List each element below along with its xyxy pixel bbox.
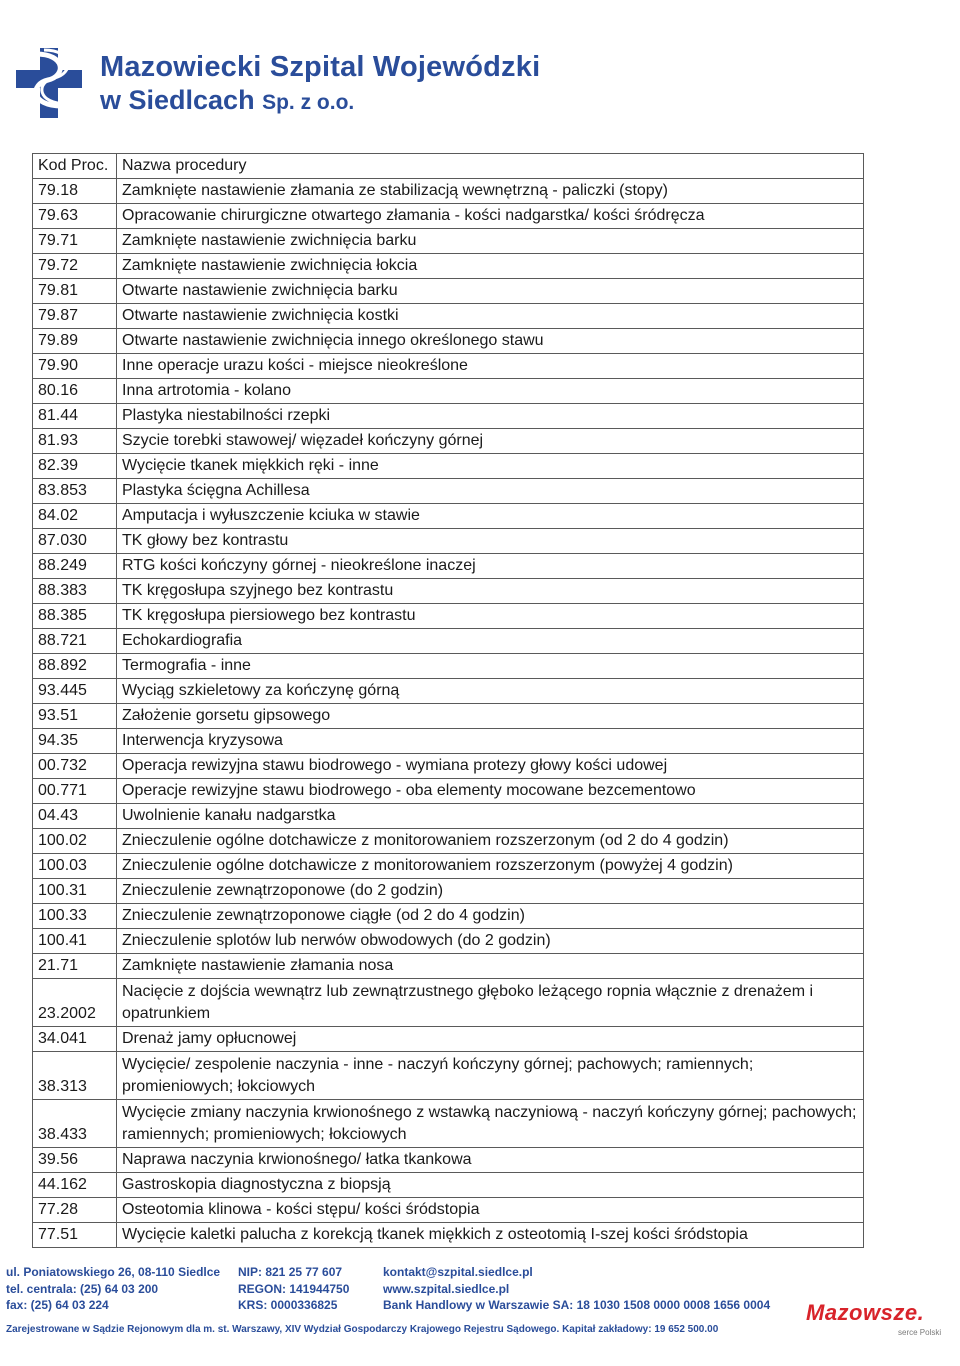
- procedure-code: 38.433: [33, 1100, 117, 1148]
- table-row: [33, 679, 864, 704]
- procedure-code: 82.39: [33, 454, 117, 479]
- table-row: [33, 704, 864, 729]
- procedure-name: Inne operacje urazu kości - miejsce nieokreślone: [117, 354, 864, 379]
- procedure-code: 80.16: [33, 379, 117, 404]
- procedure-name: Echokardiografia: [117, 629, 864, 654]
- procedure-name: Termografia - inne: [117, 654, 864, 679]
- table-row: [33, 629, 864, 654]
- fax-line: fax: (25) 64 03 224: [6, 1298, 109, 1312]
- table-row: [33, 1173, 864, 1198]
- address-block: [6, 1264, 220, 1314]
- table-row: [33, 779, 864, 804]
- table-row: [33, 729, 864, 754]
- nip-line: NIP: 821 25 77 607: [238, 1265, 343, 1279]
- procedure-name: Znieczulenie zewnątrzoponowe ciągłe (od 2 do 4 godzin): [117, 904, 864, 929]
- table-row: [33, 229, 864, 254]
- procedure-code: 87.030: [33, 529, 117, 554]
- registration-note: Zarejestrowane w Sądzie Rejonowym dla m. st. Warszawy, XIV Wydział Gospodarczy Krajowego Rejestru Sądowego. Kapitał zakładowy: 19 652 500.00: [6, 1324, 719, 1335]
- contact-block: [383, 1264, 770, 1314]
- procedure-name: Otwarte nastawienie zwichnięcia innego określonego stawu: [117, 329, 864, 354]
- table-row: [33, 354, 864, 379]
- table-row: [33, 579, 864, 604]
- procedure-name: Amputacja i wyłuszczenie kciuka w stawie: [117, 504, 864, 529]
- table-row: [33, 554, 864, 579]
- procedure-name: Otwarte nastawienie zwichnięcia barku: [117, 279, 864, 304]
- table-row: [33, 804, 864, 829]
- procedure-name: Zamknięte nastawienie złamania nosa: [117, 954, 864, 979]
- procedure-code: 88.383: [33, 579, 117, 604]
- procedure-code: 00.771: [33, 779, 117, 804]
- procedure-code: 88.892: [33, 654, 117, 679]
- table-row: [33, 329, 864, 354]
- procedure-name: Znieczulenie ogólne dotchawicze z monitorowaniem rozszerzonym (powyżej 4 godzin): [117, 854, 864, 879]
- procedure-code: 79.90: [33, 354, 117, 379]
- procedure-name: Plastyka niestabilności rzepki: [117, 404, 864, 429]
- hospital-logo-icon: [6, 40, 92, 126]
- procedure-name: Plastyka ścięgna Achillesa: [117, 479, 864, 504]
- bank-account-line: Bank Handlowy w Warszawie SA: 18 1030 1508 0000 0008 1656 0004: [383, 1298, 771, 1312]
- mazowsze-logo: [806, 1300, 942, 1337]
- table-row: [33, 929, 864, 954]
- procedure-code: 00.732: [33, 754, 117, 779]
- procedure-name: Znieczulenie ogólne dotchawicze z monitorowaniem rozszerzonym (od 2 do 4 godzin): [117, 829, 864, 854]
- table-row: [33, 879, 864, 904]
- procedure-code: 100.03: [33, 854, 117, 879]
- procedure-code: 04.43: [33, 804, 117, 829]
- table-row: [33, 1148, 864, 1173]
- procedure-name: Nacięcie z dojścia wewnątrz lub zewnątrzustnego głęboko leżącego ropnia włącznie z drenażem i opatrunkiem: [117, 979, 864, 1027]
- procedure-code: 79.71: [33, 229, 117, 254]
- procedure-name: Założenie gorsetu gipsowego: [117, 704, 864, 729]
- procedure-code: 88.385: [33, 604, 117, 629]
- procedure-name: Wycięcie/ zespolenie naczynia - inne - naczyń kończyny górnej; pachowych; ramiennych; promieniowych; łokciowych: [117, 1052, 864, 1100]
- procedure-name: Interwencja kryzysowa: [117, 729, 864, 754]
- procedure-name: TK głowy bez kontrastu: [117, 529, 864, 554]
- table-row: [33, 179, 864, 204]
- company-form: Sp. z o.o.: [262, 91, 355, 114]
- procedure-name: Gastroskopia diagnostyczna z biopsją: [117, 1173, 864, 1198]
- procedure-name: Znieczulenie splotów lub nerwów obwodowych (do 2 godzin): [117, 929, 864, 954]
- procedure-code: 44.162: [33, 1173, 117, 1198]
- hospital-name-line2: [100, 84, 540, 119]
- procedure-name: Wyciąg szkieletowy za kończynę górną: [117, 679, 864, 704]
- procedure-code: 79.18: [33, 179, 117, 204]
- procedure-name: Wycięcie tkanek miękkich ręki - inne: [117, 454, 864, 479]
- table-row: [33, 404, 864, 429]
- table-row: [33, 504, 864, 529]
- table-row: [33, 1100, 864, 1148]
- mazowsze-wordmark: Mazowsze.: [806, 1300, 925, 1325]
- website-link[interactable]: www.szpital.siedlce.pl: [383, 1281, 510, 1296]
- procedure-name: Zamknięte nastawienie zwichnięcia barku: [117, 229, 864, 254]
- procedure-code: 81.44: [33, 404, 117, 429]
- procedure-code: 88.249: [33, 554, 117, 579]
- procedure-code: 77.28: [33, 1198, 117, 1223]
- table-row: [33, 754, 864, 779]
- procedure-name: Szycie torebki stawowej/ więzadeł kończyny górnej: [117, 429, 864, 454]
- table-row: [33, 1198, 864, 1223]
- procedure-code: 79.72: [33, 254, 117, 279]
- table-row: [33, 304, 864, 329]
- procedure-code: 100.41: [33, 929, 117, 954]
- table-row: [33, 204, 864, 229]
- procedure-name: Opracowanie chirurgiczne otwartego złamania - kości nadgarstka/ kości śródręcza: [117, 204, 864, 229]
- table-row: [33, 1027, 864, 1052]
- procedure-name: Zamknięte nastawienie zwichnięcia łokcia: [117, 254, 864, 279]
- procedure-code: 93.51: [33, 704, 117, 729]
- procedure-name: Wycięcie zmiany naczynia krwionośnego z wstawką naczyniową - naczyń kończyny górnej; pachowych; ramiennych; promieniowych; łokciowych: [117, 1100, 864, 1148]
- procedure-code: 100.02: [33, 829, 117, 854]
- procedure-code: 83.853: [33, 479, 117, 504]
- header-code: Kod Proc.: [33, 154, 117, 179]
- table-row: [33, 254, 864, 279]
- procedure-code: 21.71: [33, 954, 117, 979]
- table-row: [33, 979, 864, 1027]
- hospital-name: [100, 50, 540, 119]
- table-row: [33, 1223, 864, 1248]
- procedure-name: Znieczulenie zewnątrzoponowe (do 2 godzin): [117, 879, 864, 904]
- procedure-code: 38.313: [33, 1052, 117, 1100]
- procedure-name: Wycięcie kaletki palucha z korekcją tkanek miękkich z osteotomią I-szej kości śródstopia: [117, 1223, 864, 1248]
- table-header-row: [33, 154, 864, 179]
- procedures-table: [32, 153, 864, 1248]
- procedure-name: Uwolnienie kanału nadgarstka: [117, 804, 864, 829]
- phone-line: tel. centrala: (25) 64 03 200: [6, 1281, 159, 1296]
- table-row: [33, 379, 864, 404]
- procedure-code: 88.721: [33, 629, 117, 654]
- table-row: [33, 604, 864, 629]
- table-row: [33, 429, 864, 454]
- procedure-name: Operacja rewizyjna stawu biodrowego - wymiana protezy głowy kości udowej: [117, 754, 864, 779]
- procedure-code: 77.51: [33, 1223, 117, 1248]
- krs-line: KRS: 0000336825: [238, 1298, 338, 1312]
- procedure-code: 100.33: [33, 904, 117, 929]
- table-row: [33, 829, 864, 854]
- address-line: ul. Poniatowskiego 26, 08-110 Siedlce: [6, 1265, 221, 1279]
- procedure-name: RTG kości kończyny górnej - nieokreślone inaczej: [117, 554, 864, 579]
- table-row: [33, 854, 864, 879]
- procedure-code: 23.2002: [33, 979, 117, 1027]
- table-row: [33, 279, 864, 304]
- procedure-name: Naprawa naczynia krwionośnego/ łatka tkankowa: [117, 1148, 864, 1173]
- procedure-name: TK kręgosłupa piersiowego bez kontrastu: [117, 604, 864, 629]
- table-row: [33, 954, 864, 979]
- procedure-code: 84.02: [33, 504, 117, 529]
- procedure-code: 94.35: [33, 729, 117, 754]
- procedure-name: Operacje rewizyjne stawu biodrowego - oba elementy mocowane bezcementowo: [117, 779, 864, 804]
- company-ids-block: [238, 1264, 349, 1314]
- email-link[interactable]: kontakt@szpital.siedlce.pl: [383, 1265, 533, 1279]
- procedure-code: 34.041: [33, 1027, 117, 1052]
- table-row: [33, 654, 864, 679]
- hospital-city: w Siedlcach: [100, 85, 255, 115]
- table-row: [33, 904, 864, 929]
- procedure-name: Zamknięte nastawienie złamania ze stabilizacją wewnętrzną - paliczki (stopy): [117, 179, 864, 204]
- mazowsze-tagline: serce Polski: [898, 1328, 942, 1337]
- letterhead-footer: [0, 1262, 960, 1366]
- hospital-name-line1: Mazowiecki Szpital Wojewódzki: [100, 51, 541, 83]
- procedure-code: 79.63: [33, 204, 117, 229]
- procedure-code: 81.93: [33, 429, 117, 454]
- procedure-code: 79.87: [33, 304, 117, 329]
- procedure-code: 79.89: [33, 329, 117, 354]
- procedure-name: Inna artrotomia - kolano: [117, 379, 864, 404]
- table-row: [33, 529, 864, 554]
- procedure-name: Otwarte nastawienie zwichnięcia kostki: [117, 304, 864, 329]
- letterhead: [0, 0, 960, 150]
- table-row: [33, 479, 864, 504]
- procedure-code: 39.56: [33, 1148, 117, 1173]
- regon-line: REGON: 141944750: [238, 1281, 350, 1296]
- procedure-code: 100.31: [33, 879, 117, 904]
- table-row: [33, 454, 864, 479]
- procedure-code: 93.445: [33, 679, 117, 704]
- header-name: Nazwa procedury: [117, 154, 864, 179]
- table-row: [33, 1052, 864, 1100]
- procedure-name: Drenaż jamy opłucnowej: [117, 1027, 864, 1052]
- procedure-name: Osteotomia klinowa - kości stępu/ kości śródstopia: [117, 1198, 864, 1223]
- procedure-code: 79.81: [33, 279, 117, 304]
- procedure-name: TK kręgosłupa szyjnego bez kontrastu: [117, 579, 864, 604]
